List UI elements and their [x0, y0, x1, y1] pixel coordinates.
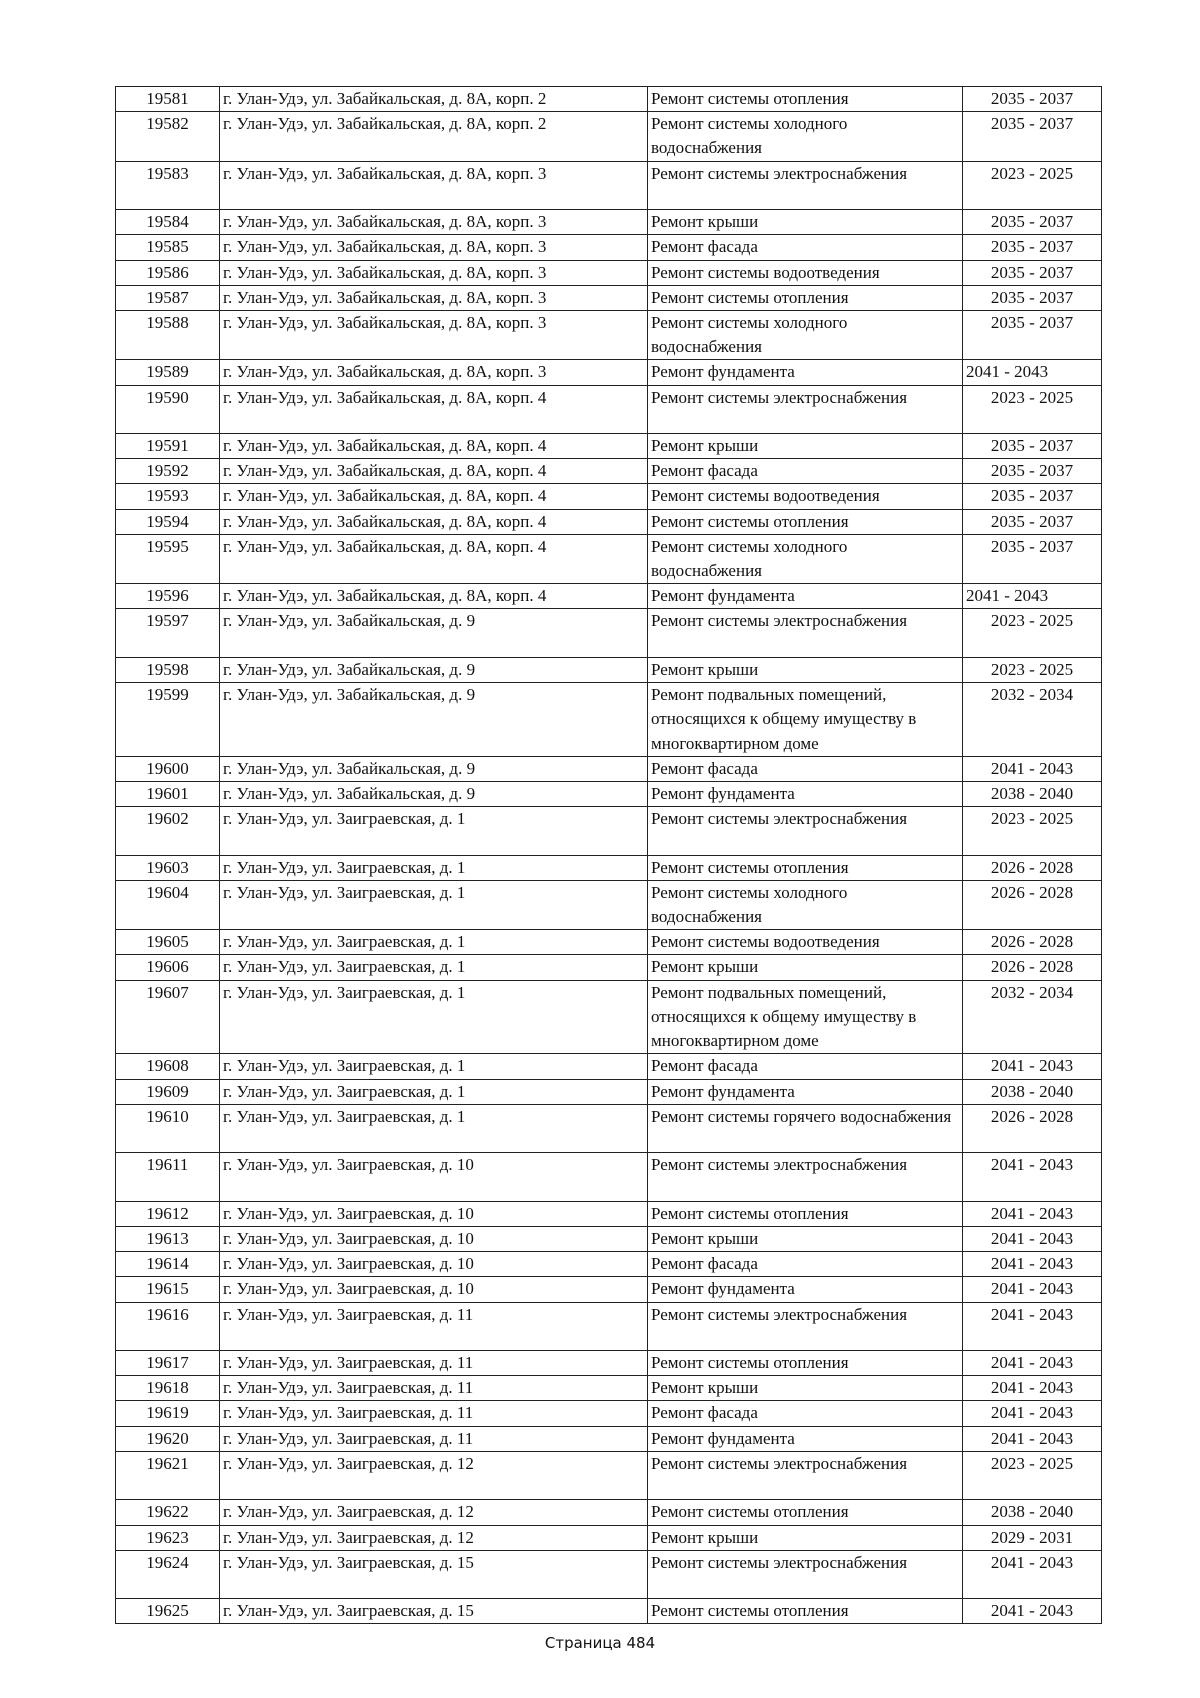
row-number-cell: 19604	[116, 880, 220, 929]
period-cell: 2041 - 2043	[963, 1277, 1102, 1302]
work-type-cell: Ремонт подвальных помещений, относящихся к общему имуществу в многоквартирном доме	[648, 683, 963, 757]
table-row	[116, 756, 1102, 781]
period-cell: 2026 - 2028	[963, 930, 1102, 955]
row-number-cell: 19597	[116, 609, 220, 658]
table-row	[116, 657, 1102, 682]
table-row	[116, 87, 1102, 112]
period-cell: 2032 - 2034	[963, 683, 1102, 757]
work-type-cell: Ремонт системы отопления	[648, 509, 963, 534]
period-cell: 2041 - 2043	[963, 1054, 1102, 1079]
row-number-cell: 19602	[116, 807, 220, 856]
address-cell: г. Улан-Удэ, ул. Заиграевская, д. 1	[220, 1054, 648, 1079]
table-body	[116, 87, 1102, 1624]
row-number-cell: 19616	[116, 1302, 220, 1351]
address-cell: г. Улан-Удэ, ул. Заиграевская, д. 12	[220, 1451, 648, 1500]
address-cell: г. Улан-Удэ, ул. Забайкальская, д. 8А, корп. 3	[220, 310, 648, 359]
row-number-cell: 19618	[116, 1376, 220, 1401]
work-type-cell: Ремонт системы водоотведения	[648, 484, 963, 509]
work-type-cell: Ремонт крыши	[648, 1525, 963, 1550]
address-cell: г. Улан-Удэ, ул. Заиграевская, д. 10	[220, 1226, 648, 1251]
row-number-cell: 19625	[116, 1599, 220, 1624]
address-cell: г. Улан-Удэ, ул. Забайкальская, д. 8А, корп. 4	[220, 534, 648, 583]
period-cell: 2041 - 2043	[963, 1401, 1102, 1426]
address-cell: г. Улан-Удэ, ул. Забайкальская, д. 8А, корп. 3	[220, 285, 648, 310]
row-number-cell: 19584	[116, 210, 220, 235]
table-row	[116, 955, 1102, 980]
work-type-cell: Ремонт фундамента	[648, 1277, 963, 1302]
address-cell: г. Улан-Удэ, ул. Заиграевская, д. 10	[220, 1153, 648, 1202]
row-number-cell: 19613	[116, 1226, 220, 1251]
work-type-cell: Ремонт подвальных помещений, относящихся к общему имуществу в многоквартирном доме	[648, 980, 963, 1054]
work-type-cell: Ремонт системы отопления	[648, 87, 963, 112]
row-number-cell: 19585	[116, 235, 220, 260]
row-number-cell: 19592	[116, 459, 220, 484]
work-type-cell: Ремонт фундамента	[648, 360, 963, 385]
table-row	[116, 534, 1102, 583]
address-cell: г. Улан-Удэ, ул. Заиграевская, д. 1	[220, 955, 648, 980]
address-cell: г. Улан-Удэ, ул. Забайкальская, д. 8А, корп. 3	[220, 360, 648, 385]
row-number-cell: 19617	[116, 1351, 220, 1376]
work-type-cell: Ремонт системы холодного водоснабжения	[648, 880, 963, 929]
period-cell: 2026 - 2028	[963, 1104, 1102, 1153]
work-type-cell: Ремонт системы электроснабжения	[648, 161, 963, 210]
address-cell: г. Улан-Удэ, ул. Забайкальская, д. 8А, корп. 4	[220, 509, 648, 534]
table-row	[116, 235, 1102, 260]
table-row	[116, 1302, 1102, 1351]
period-cell: 2041 - 2043	[963, 1302, 1102, 1351]
period-cell: 2035 - 2037	[963, 112, 1102, 161]
work-type-cell: Ремонт крыши	[648, 1226, 963, 1251]
work-type-cell: Ремонт системы отопления	[648, 1500, 963, 1525]
address-cell: г. Улан-Удэ, ул. Заиграевская, д. 1	[220, 980, 648, 1054]
address-cell: г. Улан-Удэ, ул. Забайкальская, д. 8А, корп. 4	[220, 385, 648, 434]
work-type-cell: Ремонт системы отопления	[648, 1351, 963, 1376]
period-cell: 2035 - 2037	[963, 285, 1102, 310]
row-number-cell: 19588	[116, 310, 220, 359]
period-cell: 2038 - 2040	[963, 1500, 1102, 1525]
address-cell: г. Улан-Удэ, ул. Забайкальская, д. 8А, корп. 4	[220, 434, 648, 459]
row-number-cell: 19623	[116, 1525, 220, 1550]
work-type-cell: Ремонт системы электроснабжения	[648, 609, 963, 658]
work-type-cell: Ремонт системы электроснабжения	[648, 385, 963, 434]
work-type-cell: Ремонт крыши	[648, 210, 963, 235]
table-row	[116, 1500, 1102, 1525]
table-row	[116, 1525, 1102, 1550]
address-cell: г. Улан-Удэ, ул. Заиграевская, д. 11	[220, 1426, 648, 1451]
period-cell: 2035 - 2037	[963, 434, 1102, 459]
period-cell: 2026 - 2028	[963, 880, 1102, 929]
period-cell: 2035 - 2037	[963, 210, 1102, 235]
row-number-cell: 19589	[116, 360, 220, 385]
address-cell: г. Улан-Удэ, ул. Забайкальская, д. 8А, корп. 3	[220, 260, 648, 285]
table-row	[116, 260, 1102, 285]
page-number: Страница 484	[544, 1634, 656, 1652]
address-cell: г. Улан-Удэ, ул. Забайкальская, д. 9	[220, 683, 648, 757]
address-cell: г. Улан-Удэ, ул. Заиграевская, д. 12	[220, 1500, 648, 1525]
period-cell: 2041 - 2043	[963, 1599, 1102, 1624]
work-type-cell: Ремонт крыши	[648, 434, 963, 459]
work-type-cell: Ремонт системы холодного водоснабжения	[648, 112, 963, 161]
period-cell: 2023 - 2025	[963, 807, 1102, 856]
table-row	[116, 1104, 1102, 1153]
period-cell: 2041 - 2043	[963, 1351, 1102, 1376]
table-row	[116, 360, 1102, 385]
period-cell: 2041 - 2043	[963, 1376, 1102, 1401]
period-cell: 2041 - 2043	[963, 1201, 1102, 1226]
address-cell: г. Улан-Удэ, ул. Заиграевская, д. 11	[220, 1376, 648, 1401]
table-row	[116, 210, 1102, 235]
period-cell: 2041 - 2043	[963, 1550, 1102, 1599]
address-cell: г. Улан-Удэ, ул. Забайкальская, д. 8А, корп. 3	[220, 210, 648, 235]
address-cell: г. Улан-Удэ, ул. Заиграевская, д. 1	[220, 1079, 648, 1104]
table-row	[116, 880, 1102, 929]
row-number-cell: 19605	[116, 930, 220, 955]
address-cell: г. Улан-Удэ, ул. Забайкальская, д. 9	[220, 756, 648, 781]
row-number-cell: 19621	[116, 1451, 220, 1500]
period-cell: 2038 - 2040	[963, 1079, 1102, 1104]
address-cell: г. Улан-Удэ, ул. Заиграевская, д. 10	[220, 1277, 648, 1302]
table-row	[116, 1599, 1102, 1624]
row-number-cell: 19620	[116, 1426, 220, 1451]
period-cell: 2026 - 2028	[963, 855, 1102, 880]
work-type-cell: Ремонт системы отопления	[648, 855, 963, 880]
work-type-cell: Ремонт фасада	[648, 1054, 963, 1079]
address-cell: г. Улан-Удэ, ул. Забайкальская, д. 8А, корп. 4	[220, 484, 648, 509]
work-type-cell: Ремонт системы электроснабжения	[648, 1153, 963, 1202]
work-type-cell: Ремонт крыши	[648, 1376, 963, 1401]
table-row	[116, 584, 1102, 609]
period-cell: 2035 - 2037	[963, 235, 1102, 260]
row-number-cell: 19595	[116, 534, 220, 583]
address-cell: г. Улан-Удэ, ул. Забайкальская, д. 8А, корп. 4	[220, 584, 648, 609]
row-number-cell: 19596	[116, 584, 220, 609]
table-row	[116, 1550, 1102, 1599]
row-number-cell: 19611	[116, 1153, 220, 1202]
work-type-cell: Ремонт фундамента	[648, 781, 963, 806]
work-type-cell: Ремонт фундамента	[648, 584, 963, 609]
period-cell: 2035 - 2037	[963, 260, 1102, 285]
period-cell: 2041 - 2043	[963, 1426, 1102, 1451]
address-cell: г. Улан-Удэ, ул. Забайкальская, д. 8А, корп. 4	[220, 459, 648, 484]
table-row	[116, 484, 1102, 509]
row-number-cell: 19612	[116, 1201, 220, 1226]
period-cell: 2023 - 2025	[963, 1451, 1102, 1500]
address-cell: г. Улан-Удэ, ул. Заиграевская, д. 10	[220, 1252, 648, 1277]
period-cell: 2023 - 2025	[963, 609, 1102, 658]
address-cell: г. Улан-Удэ, ул. Забайкальская, д. 8А, корп. 3	[220, 161, 648, 210]
row-number-cell: 19622	[116, 1500, 220, 1525]
table-row	[116, 1054, 1102, 1079]
table-row	[116, 434, 1102, 459]
table-row	[116, 1226, 1102, 1251]
work-type-cell: Ремонт фундамента	[648, 1079, 963, 1104]
address-cell: г. Улан-Удэ, ул. Забайкальская, д. 8А, корп. 2	[220, 87, 648, 112]
work-type-cell: Ремонт фундамента	[648, 1426, 963, 1451]
period-cell: 2023 - 2025	[963, 161, 1102, 210]
row-number-cell: 19603	[116, 855, 220, 880]
period-cell: 2041 - 2043	[963, 1252, 1102, 1277]
work-type-cell: Ремонт фасада	[648, 1252, 963, 1277]
table-row	[116, 807, 1102, 856]
row-number-cell: 19615	[116, 1277, 220, 1302]
work-type-cell: Ремонт системы водоотведения	[648, 260, 963, 285]
row-number-cell: 19610	[116, 1104, 220, 1153]
row-number-cell: 19598	[116, 657, 220, 682]
table-row	[116, 1277, 1102, 1302]
work-type-cell: Ремонт системы холодного водоснабжения	[648, 310, 963, 359]
work-type-cell: Ремонт фасада	[648, 756, 963, 781]
period-cell: 2026 - 2028	[963, 955, 1102, 980]
period-cell: 2035 - 2037	[963, 310, 1102, 359]
address-cell: г. Улан-Удэ, ул. Забайкальская, д. 9	[220, 609, 648, 658]
work-type-cell: Ремонт системы электроснабжения	[648, 1550, 963, 1599]
period-cell: 2041 - 2043	[963, 1226, 1102, 1251]
work-type-cell: Ремонт системы холодного водоснабжения	[648, 534, 963, 583]
address-cell: г. Улан-Удэ, ул. Заиграевская, д. 1	[220, 807, 648, 856]
period-cell: 2023 - 2025	[963, 385, 1102, 434]
work-type-cell: Ремонт системы отопления	[648, 1201, 963, 1226]
table-row	[116, 609, 1102, 658]
work-type-cell: Ремонт системы горячего водоснабжения	[648, 1104, 963, 1153]
period-cell: 2032 - 2034	[963, 980, 1102, 1054]
period-cell: 2041 - 2043	[963, 360, 1102, 385]
row-number-cell: 19583	[116, 161, 220, 210]
work-type-cell: Ремонт системы электроснабжения	[648, 1451, 963, 1500]
row-number-cell: 19591	[116, 434, 220, 459]
table-row	[116, 1401, 1102, 1426]
repair-schedule-table	[115, 86, 1102, 1624]
table-row	[116, 310, 1102, 359]
work-type-cell: Ремонт системы электроснабжения	[648, 807, 963, 856]
address-cell: г. Улан-Удэ, ул. Забайкальская, д. 8А, корп. 2	[220, 112, 648, 161]
address-cell: г. Улан-Удэ, ул. Заиграевская, д. 1	[220, 930, 648, 955]
address-cell: г. Улан-Удэ, ул. Заиграевская, д. 15	[220, 1550, 648, 1599]
address-cell: г. Улан-Удэ, ул. Заиграевская, д. 1	[220, 855, 648, 880]
table-row	[116, 1201, 1102, 1226]
table-row	[116, 1426, 1102, 1451]
work-type-cell: Ремонт фасада	[648, 459, 963, 484]
row-number-cell: 19581	[116, 87, 220, 112]
address-cell: г. Улан-Удэ, ул. Заиграевская, д. 11	[220, 1302, 648, 1351]
table-row	[116, 385, 1102, 434]
work-type-cell: Ремонт системы электроснабжения	[648, 1302, 963, 1351]
row-number-cell: 19609	[116, 1079, 220, 1104]
row-number-cell: 19619	[116, 1401, 220, 1426]
work-type-cell: Ремонт фасада	[648, 235, 963, 260]
period-cell: 2038 - 2040	[963, 781, 1102, 806]
table-row	[116, 1351, 1102, 1376]
row-number-cell: 19606	[116, 955, 220, 980]
work-type-cell: Ремонт крыши	[648, 657, 963, 682]
address-cell: г. Улан-Удэ, ул. Заиграевская, д. 1	[220, 880, 648, 929]
period-cell: 2041 - 2043	[963, 1153, 1102, 1202]
row-number-cell: 19614	[116, 1252, 220, 1277]
period-cell: 2035 - 2037	[963, 509, 1102, 534]
table-row	[116, 855, 1102, 880]
row-number-cell: 19608	[116, 1054, 220, 1079]
table-row	[116, 1252, 1102, 1277]
address-cell: г. Улан-Удэ, ул. Заиграевская, д. 15	[220, 1599, 648, 1624]
address-cell: г. Улан-Удэ, ул. Забайкальская, д. 9	[220, 781, 648, 806]
row-number-cell: 19587	[116, 285, 220, 310]
table-row	[116, 1153, 1102, 1202]
table-row	[116, 781, 1102, 806]
table-row	[116, 1376, 1102, 1401]
row-number-cell: 19590	[116, 385, 220, 434]
period-cell: 2023 - 2025	[963, 657, 1102, 682]
address-cell: г. Улан-Удэ, ул. Забайкальская, д. 9	[220, 657, 648, 682]
work-type-cell: Ремонт фасада	[648, 1401, 963, 1426]
row-number-cell: 19600	[116, 756, 220, 781]
work-type-cell: Ремонт системы водоотведения	[648, 930, 963, 955]
table-row	[116, 285, 1102, 310]
table-row	[116, 161, 1102, 210]
address-cell: г. Улан-Удэ, ул. Заиграевская, д. 11	[220, 1401, 648, 1426]
table-row	[116, 509, 1102, 534]
table-row	[116, 1079, 1102, 1104]
work-type-cell: Ремонт крыши	[648, 955, 963, 980]
period-cell: 2029 - 2031	[963, 1525, 1102, 1550]
work-type-cell: Ремонт системы отопления	[648, 285, 963, 310]
period-cell: 2035 - 2037	[963, 87, 1102, 112]
period-cell: 2035 - 2037	[963, 484, 1102, 509]
address-cell: г. Улан-Удэ, ул. Заиграевская, д. 10	[220, 1201, 648, 1226]
period-cell: 2041 - 2043	[963, 584, 1102, 609]
period-cell: 2035 - 2037	[963, 459, 1102, 484]
table-row	[116, 459, 1102, 484]
row-number-cell: 19582	[116, 112, 220, 161]
table-row	[116, 1451, 1102, 1500]
row-number-cell: 19593	[116, 484, 220, 509]
row-number-cell: 19594	[116, 509, 220, 534]
table-row	[116, 112, 1102, 161]
row-number-cell: 19607	[116, 980, 220, 1054]
period-cell: 2035 - 2037	[963, 534, 1102, 583]
period-cell: 2041 - 2043	[963, 756, 1102, 781]
table-row	[116, 930, 1102, 955]
row-number-cell: 19586	[116, 260, 220, 285]
row-number-cell: 19601	[116, 781, 220, 806]
address-cell: г. Улан-Удэ, ул. Заиграевская, д. 12	[220, 1525, 648, 1550]
address-cell: г. Улан-Удэ, ул. Забайкальская, д. 8А, корп. 3	[220, 235, 648, 260]
table-row	[116, 683, 1102, 757]
row-number-cell: 19599	[116, 683, 220, 757]
address-cell: г. Улан-Удэ, ул. Заиграевская, д. 1	[220, 1104, 648, 1153]
work-type-cell: Ремонт системы отопления	[648, 1599, 963, 1624]
address-cell: г. Улан-Удэ, ул. Заиграевская, д. 11	[220, 1351, 648, 1376]
row-number-cell: 19624	[116, 1550, 220, 1599]
table-row	[116, 980, 1102, 1054]
